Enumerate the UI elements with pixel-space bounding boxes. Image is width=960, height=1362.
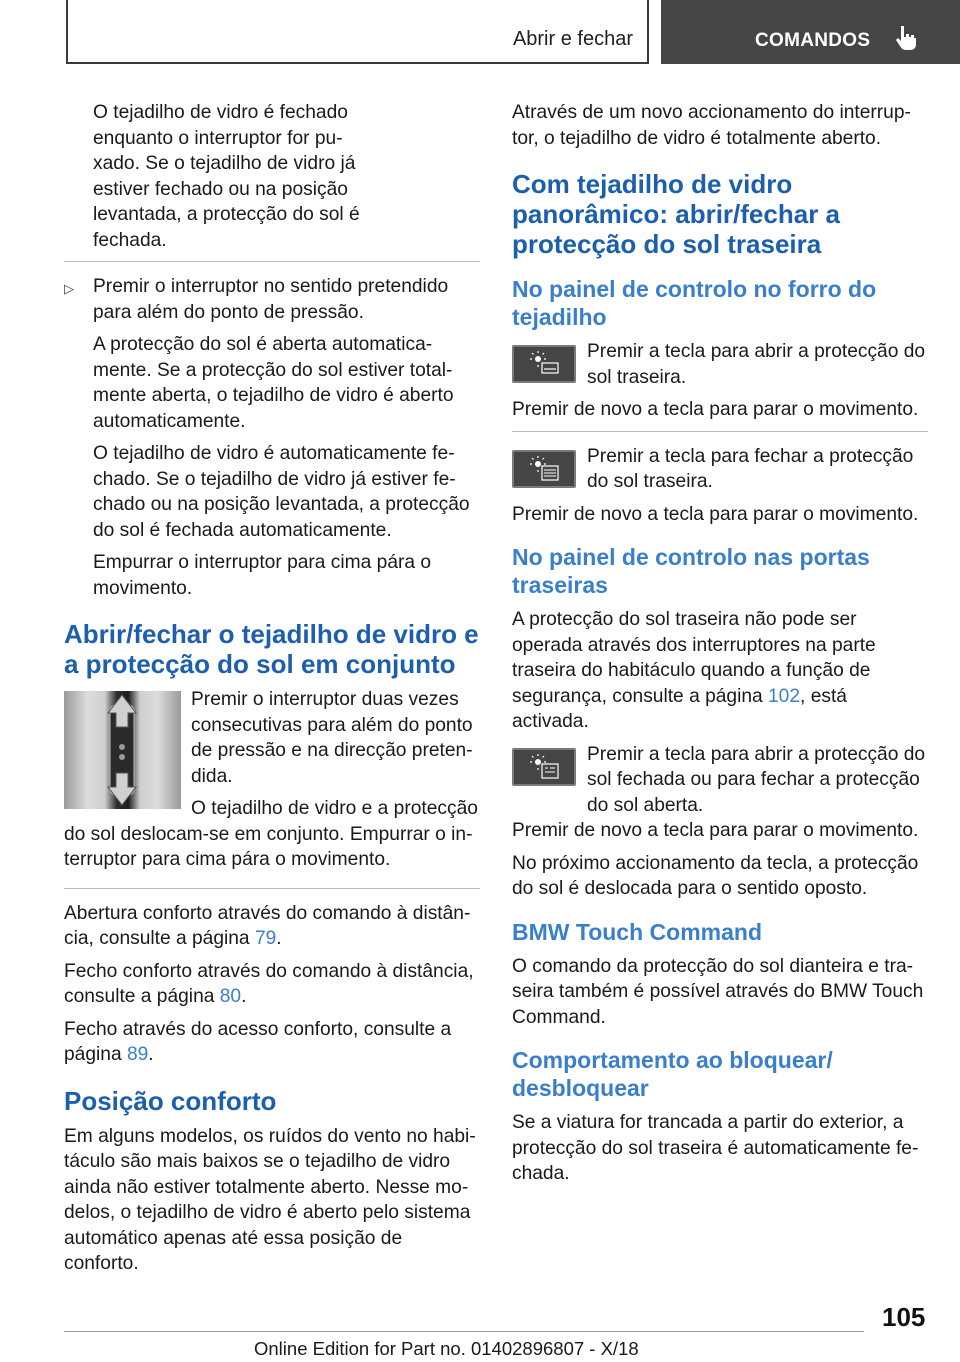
text: Fecho através do acesso conforto, consulte a página <box>64 1018 452 1065</box>
key-row <box>512 444 928 495</box>
paragraph: Premir de novo a tecla para parar o movimento. <box>512 503 919 525</box>
paragraph: Premir de novo a tecla para parar o movimento. <box>512 820 919 841</box>
bullet-triangle-icon: ▷ <box>64 281 74 296</box>
page-link[interactable]: 79 <box>254 928 277 949</box>
header-section-tab <box>66 0 649 64</box>
paragraph: No próximo accionamento da tecla, a protecção do sol é deslocada para o sentido oposto. <box>512 852 919 899</box>
bullet-text: Premir o interruptor no sentido pretendido para além do ponto de pressão. <box>93 276 449 323</box>
paragraph: Premir a tecla para fechar a protecção do sol traseira. <box>587 445 914 492</box>
paragraph: Premir a tecla para abrir a protecção do sol traseira. <box>587 341 926 388</box>
page-link[interactable]: 89 <box>126 1044 149 1065</box>
sunshade-close-key-icon <box>512 450 576 488</box>
key-row <box>512 339 928 390</box>
page-link[interactable]: 102 <box>768 685 801 707</box>
divider <box>512 431 928 432</box>
heading-rear-doors: No painel de controlo nas portas traseiras <box>512 544 870 598</box>
heading-touch-command: BMW Touch Command <box>512 918 762 945</box>
text: Fecho conforto através do comando à distância, consulte a página <box>64 960 474 1007</box>
text: . <box>148 1044 154 1065</box>
text: . <box>276 928 282 949</box>
divider <box>64 261 480 262</box>
footer-edition: Online Edition for Part no. 01402896807 - X/18 <box>254 1338 639 1359</box>
paragraph: Através de um novo accionamento do interruptor, o tejadilho de vidro é totalmente aberto. <box>512 102 911 149</box>
paragraph: O tejadilho de vidro é fechado enquanto o interruptor for puxado. Se o tejadilho de vidro já estiver fechado ou na posição levantada, a protecção do sol é fechada. <box>93 102 360 251</box>
paragraph: Empurrar o interruptor para cima pára o movimento. <box>93 552 432 599</box>
sunshade-open-key-icon <box>512 345 576 383</box>
paragraph: O comando da protecção do sol dianteira e traseira também é possível através do BMW Touch Command. <box>512 955 924 1028</box>
hand-pointer-icon <box>894 24 920 52</box>
roof-switch-illustration <box>64 691 181 809</box>
paragraph: A protecção do sol é aberta automaticamente. Se a protecção do sol estiver totalmente aberta, o tejadilho de vidro é aberto automaticamente. <box>93 334 454 432</box>
page-number: 105 <box>882 1302 926 1332</box>
heading-comfort-position: Posição conforto <box>64 1085 277 1116</box>
paragraph <box>512 607 928 735</box>
text: . <box>241 986 247 1007</box>
sunshade-rear-key-icon <box>512 748 576 786</box>
text: A protecção do sol traseira não pode ser operada através dos interruptores na parte traseira do habitáculo quando a função de segurança, consulte a página <box>512 609 876 707</box>
text: Abertura conforto através do comando à distância, consulte a página <box>64 902 471 949</box>
heading-panoramic: Com tejadilho de vidro panorâmico: abrir/fechar a protecção do sol traseira <box>512 169 840 259</box>
footer-rule <box>64 1331 864 1332</box>
section-title: Abrir e fechar <box>512 28 633 50</box>
divider <box>64 888 480 889</box>
page-link[interactable]: 80 <box>219 986 242 1007</box>
chapter-title: COMANDOS <box>755 30 871 51</box>
header-chapter-tab <box>661 0 960 64</box>
text: , está activada. <box>512 685 847 732</box>
paragraph: Se a viatura for trancada a partir do exterior, a protecção do sol traseira é automaticamente fechada. <box>512 1112 919 1184</box>
left-column <box>64 100 480 1284</box>
heading-roof-panel: No painel de controlo no forro do tejadilho <box>512 276 877 330</box>
key-row <box>512 742 928 819</box>
paragraph: Premir de novo a tecla para parar o movimento. <box>512 399 919 420</box>
paragraph <box>64 901 480 952</box>
paragraph: O tejadilho de vidro é automaticamente fechado. Se o tejadilho de vidro já estiver fechado ou na posição levantada, a protecção do sol é fechada automaticamente. <box>93 443 470 541</box>
paragraph <box>64 1017 480 1068</box>
bullet-item <box>64 274 480 325</box>
paragraph: Premir a tecla para abrir a protecção do sol fechada ou para fechar a protecção do sol aberta. <box>587 743 926 816</box>
heading-together: Abrir/fechar o tejadilho de vidro e a protecção do sol em conjunto <box>64 619 479 679</box>
right-column <box>512 100 928 1194</box>
paragraph: Premir o interruptor duas vezes consecutivas para além do ponto de pressão e na direcção pretendida. <box>191 689 473 787</box>
paragraph: Em alguns modelos, os ruídos do vento no habitáculo são mais baixos se o tejadilho de vidro ainda não estiver totalmente aberto. Nesse modelos, o tejadilho de vidro é aberto pelo sistema automático apenas até essa posição de conforto. <box>64 1125 476 1274</box>
paragraph: O tejadilho de vidro e a protecção do sol deslocam-se em conjunto. Empurrar o interruptor para cima pára o movimento. <box>64 798 478 870</box>
heading-lock-behaviour: Comportamento ao bloquear/ desbloquear <box>512 1047 833 1101</box>
paragraph <box>64 959 480 1010</box>
roof-switch-photo <box>64 691 181 809</box>
